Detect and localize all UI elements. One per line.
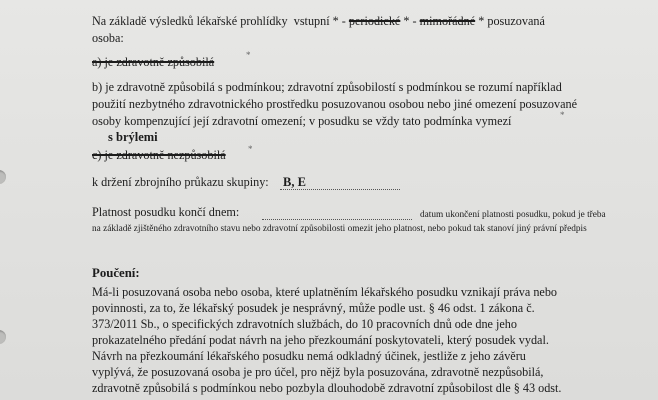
option-b-line-2: použití nezbytného zdravotnického prostředku posuzovanou osobou nebo jiné omezení posuzované: [92, 97, 578, 111]
instruction-heading: Poučení:: [92, 266, 140, 280]
separator: * -: [403, 14, 417, 28]
option-b-line-1: b) je zdravotně způsobilá s podmínkou; zdravotní způsobilostí s podmínkou se rozumí například: [92, 80, 562, 94]
permit-value: B, E: [283, 175, 306, 189]
validity-fill-line: [262, 219, 412, 220]
separator: *: [478, 14, 485, 28]
validity-note: datum ukončení platnosti posudku, pokud je třeba: [420, 210, 606, 220]
footnote-asterisk: *: [248, 144, 253, 154]
instruction-line: povinnosti, za to, že lékařský posudek je nesprávný, může podle ust. § 46 odst. 1 zákona č.: [92, 301, 535, 315]
instruction-line: prokazatelného předání podat návrh na jeho přezkoumání poskytovateli, který posudek vydal.: [92, 333, 549, 347]
option-periodicke: periodické: [348, 14, 401, 28]
instruction-line: 373/2011 Sb., o specifických zdravotních službách, do 10 pracovních dnů ode dne jeho: [92, 317, 517, 331]
instruction-line: vyplývá, že posuzovaná osoba je pro účel, pro nějž byla posuzována, zdravotně nezpůsobilá,: [92, 365, 544, 379]
intro-line-1: [92, 13, 545, 29]
permit-label: k držení zbrojního průkazu skupiny:: [92, 175, 269, 189]
punch-hole: [0, 170, 6, 184]
validity-note-2: na základě zjištěného zdravotního stavu nebo zdravotní způsobilosti omezit jeho platnost, nebo pokud tak stanoví jiný právní předpis: [92, 224, 587, 234]
option-b-line-3: osoby kompenzující její zdravotní omezení; v posudku se vždy tato podmínka vymezí: [92, 114, 512, 128]
instruction-line: Návrh na přezkoumání lékařského posudku nemá odkladný účinek, jestliže z jeho závěru: [92, 349, 526, 363]
validity-label: Platnost posudku končí dnem:: [92, 205, 240, 219]
option-vstupni: vstupní: [293, 14, 330, 28]
footnote-asterisk: *: [560, 110, 565, 120]
intro-prefix: Na základě výsledků lékařské prohlídky: [92, 14, 288, 28]
permit-fill-line: [280, 189, 400, 190]
intro-suffix: posuzovaná: [487, 14, 545, 28]
instruction-line: Má-li posuzovaná osoba nebo osoba, které uplatněním lékařského posudku vznikají práva nebo: [92, 285, 558, 299]
option-b-condition: s brýlemi: [108, 130, 158, 144]
intro-line-2: osoba:: [92, 31, 124, 45]
instruction-line: zdravotně způsobilá s podmínkou nebo pozbyla dlouhodobě zdravotní způsobilost dle § 43 odst.: [92, 381, 562, 395]
option-a: a) je zdravotně způsobilá: [92, 55, 215, 69]
option-mimoradne: mimořádné: [419, 14, 476, 28]
footnote-asterisk: *: [246, 50, 251, 60]
separator: * -: [332, 14, 346, 28]
punch-hole: [0, 330, 6, 344]
option-c: c) je zdravotně nezpůsobilá: [92, 148, 226, 162]
